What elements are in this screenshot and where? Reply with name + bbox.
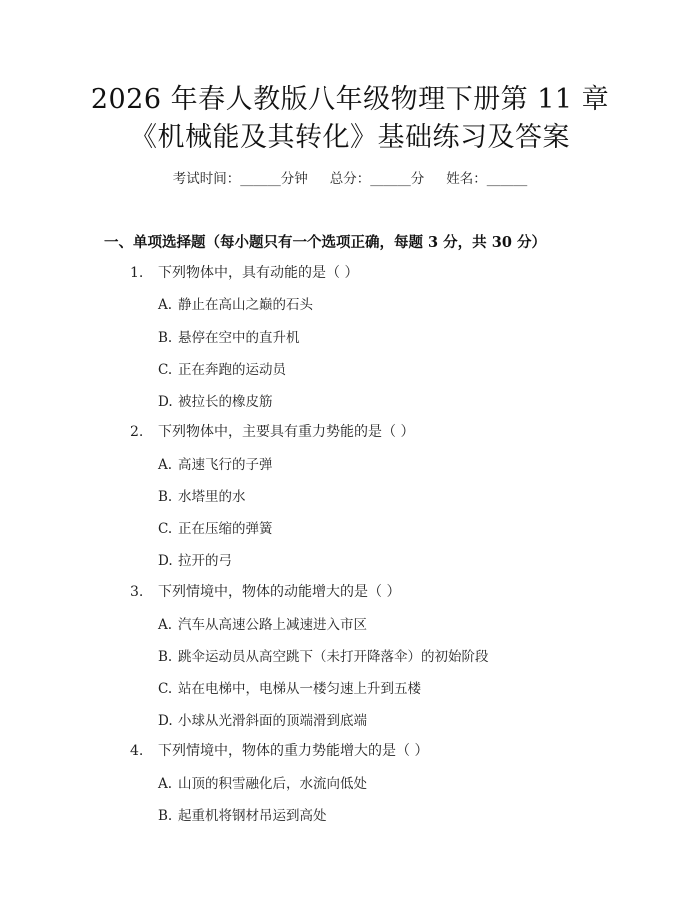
option-text: 水塔里的水: [178, 489, 246, 505]
option-letter: B.: [158, 649, 173, 665]
option-letter: C.: [158, 521, 173, 537]
option-letter: A.: [158, 297, 173, 313]
question-text: 下列情境中，物体的动能增大的是（ ）: [158, 584, 401, 600]
question-text: 下列情境中，物体的重力势能增大的是（ ）: [158, 743, 429, 759]
option-letter: B.: [158, 808, 173, 824]
option-letter: D.: [158, 553, 173, 569]
option-text: 小球从光滑斜面的顶端滑到底端: [178, 713, 367, 729]
option-letter: B.: [158, 489, 173, 505]
option-letter: B.: [158, 330, 173, 346]
option-text: 汽车从高速公路上减速进入市区: [178, 617, 367, 633]
question-4: [130, 740, 428, 760]
option-text: 悬停在空中的直升机: [178, 330, 300, 346]
question-number: 2.: [130, 424, 144, 440]
question-3-option-b: [158, 645, 489, 665]
question-3-option-c: [158, 677, 421, 697]
question-3-option-a: [158, 613, 367, 633]
option-text: 拉开的弓: [178, 553, 232, 569]
option-text: 高速飞行的子弹: [178, 457, 273, 473]
option-letter: D.: [158, 394, 173, 410]
option-text: 山顶的积雪融化后，水流向低处: [178, 776, 367, 792]
question-3-option-d: [158, 709, 367, 729]
question-text: 下列物体中，主要具有重力势能的是（ ）: [158, 424, 415, 440]
question-number: 3.: [130, 584, 144, 600]
option-text: 静止在高山之巅的石头: [178, 297, 313, 313]
option-letter: A.: [158, 457, 173, 473]
option-text: 跳伞运动员从高空跳下（未打开降落伞）的初始阶段: [178, 649, 489, 665]
question-3: [130, 581, 400, 601]
option-text: 被拉长的橡皮筋: [178, 394, 273, 410]
question-2-option-c: [158, 517, 273, 537]
question-1: [130, 262, 358, 282]
question-2: [130, 421, 414, 441]
question-2-option-a: [158, 453, 273, 473]
question-number: 4.: [130, 743, 144, 759]
option-letter: A.: [158, 617, 173, 633]
question-4-option-b: [158, 804, 327, 824]
option-text: 起重机将钢材吊运到高处: [178, 808, 327, 824]
option-letter: A.: [158, 776, 173, 792]
option-text: 正在奔跑的运动员: [178, 362, 286, 378]
exam-time-field: 考试时间：______分钟: [172, 171, 308, 187]
option-text: 站在电梯中，电梯从一楼匀速上升到五楼: [178, 681, 421, 697]
option-letter: D.: [158, 713, 173, 729]
student-name-field: 姓名：______: [446, 171, 528, 187]
question-2-option-d: [158, 549, 232, 569]
option-letter: C.: [158, 362, 173, 378]
question-1-option-c: [158, 358, 286, 378]
exam-info: [0, 167, 700, 187]
question-1-option-d: [158, 390, 273, 410]
question-2-option-b: [158, 485, 246, 505]
option-letter: C.: [158, 681, 173, 697]
total-score-field: 总分：______分: [329, 171, 425, 187]
document-title-line-2: 《机械能及其转化》基础练习及答案: [130, 122, 570, 153]
question-4-option-a: [158, 772, 367, 792]
question-1-option-a: [158, 293, 313, 313]
section-heading: 一、单项选择题（每小题只有一个选项正确，每题 3 分，共 30 分）: [104, 234, 546, 251]
document-title-line-1: 2026 年春人教版八年级物理下册第 11 章: [90, 84, 610, 115]
question-number: 1.: [130, 265, 144, 281]
option-text: 正在压缩的弹簧: [178, 521, 273, 537]
question-text: 下列物体中，具有动能的是（ ）: [158, 265, 359, 281]
question-1-option-b: [158, 326, 300, 346]
